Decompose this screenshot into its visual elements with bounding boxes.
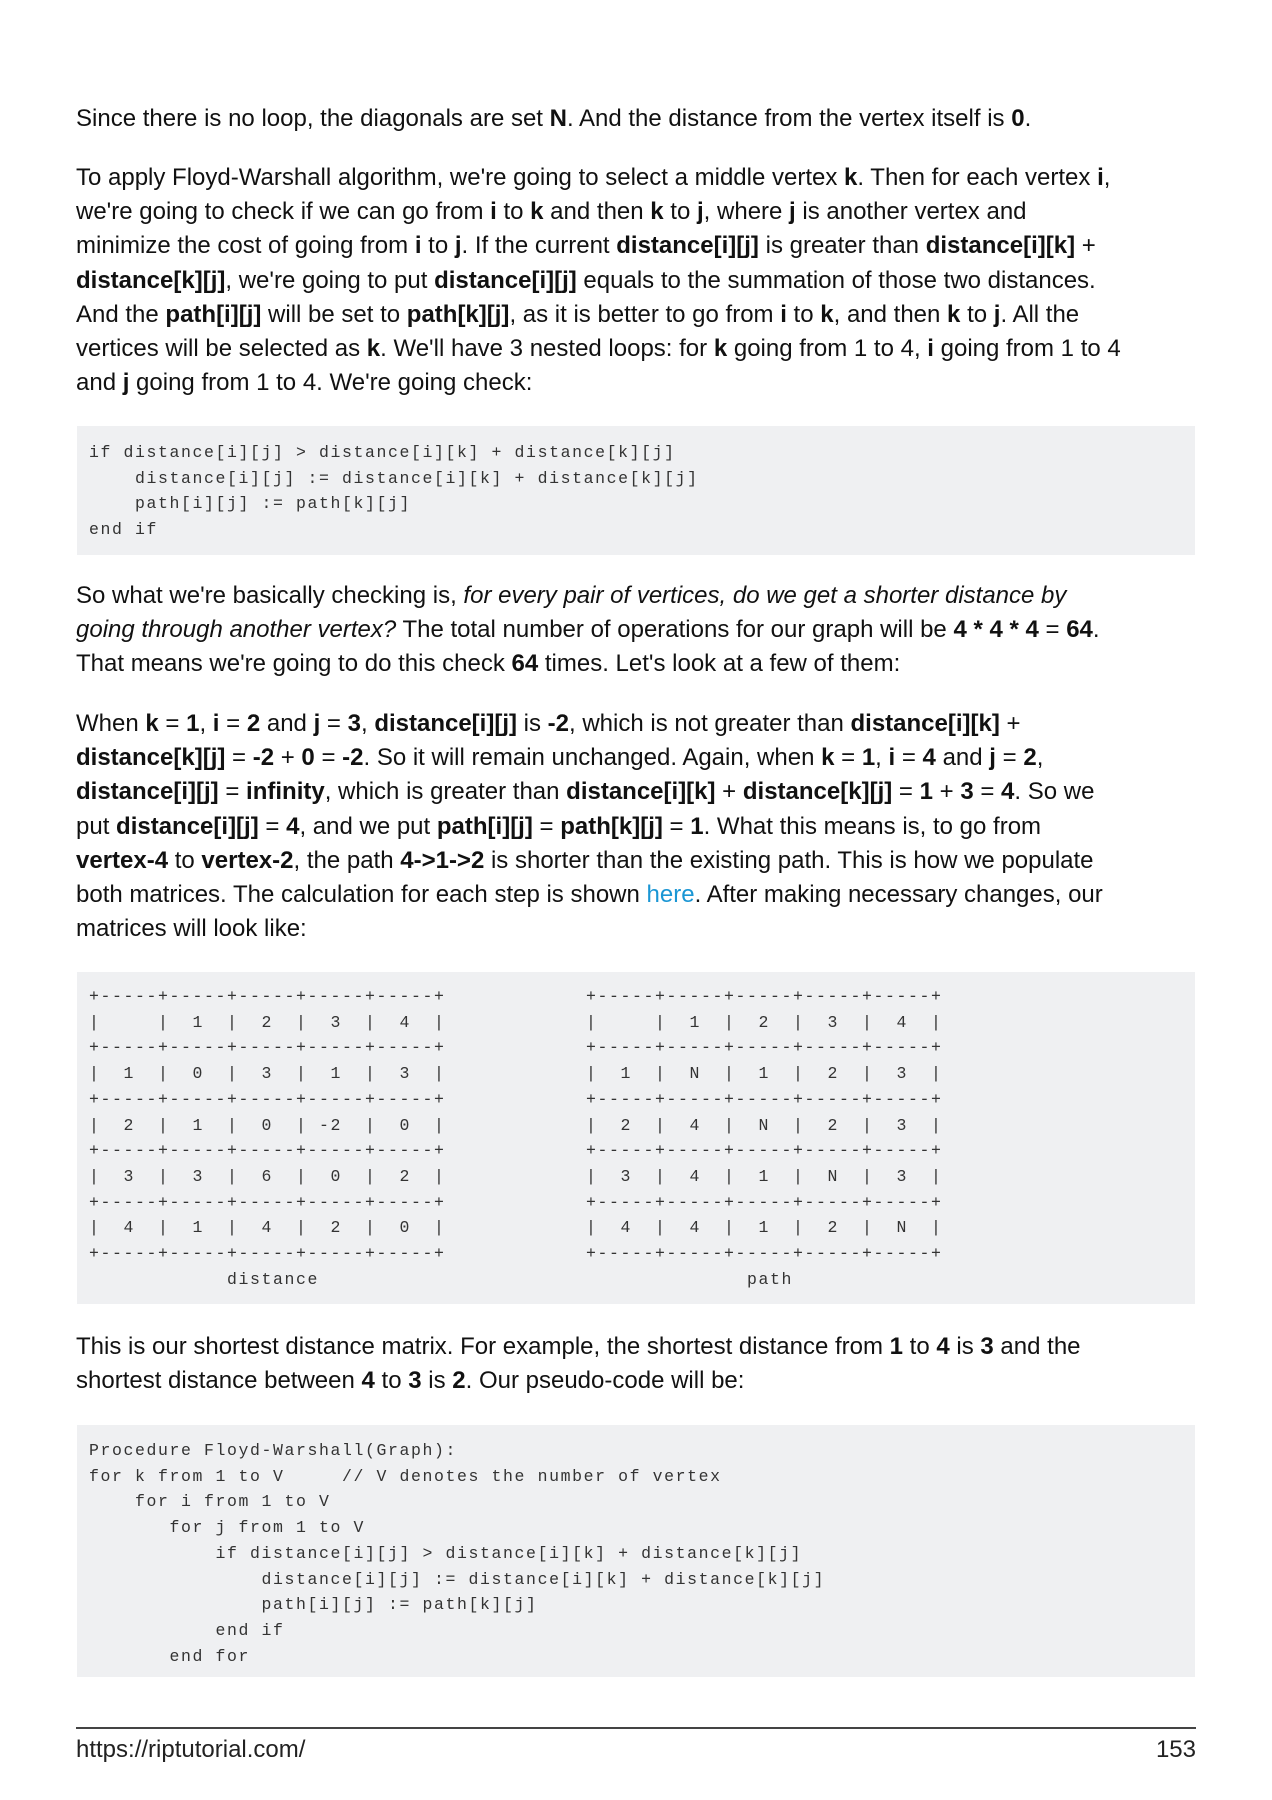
text-span: distance[k][j] bbox=[76, 744, 226, 772]
code-block-pseudocode bbox=[77, 1425, 1195, 1677]
text-span: When bbox=[76, 710, 146, 737]
text-line bbox=[76, 613, 1206, 647]
text-span: i bbox=[927, 335, 934, 363]
text-span: distance[i][k] bbox=[566, 778, 716, 806]
text-span: distance[i][k] bbox=[925, 232, 1076, 260]
text-span: will be set to bbox=[261, 300, 407, 328]
text-span: To apply Floyd-Warshall algorithm, we're going to select a middle vertex bbox=[76, 164, 845, 191]
text-line bbox=[76, 741, 1206, 775]
text-span: = bbox=[1038, 616, 1067, 644]
text-span: . After making necessary changes, our bbox=[694, 881, 1103, 909]
text-span: 3 bbox=[408, 1367, 422, 1395]
text-span: = bbox=[834, 744, 862, 772]
path-matrix: +-----+-----+-----+-----+-----+ | | 1 | 2 | 3 | 4 | +-----+-----+-----+-----+-----+ | 1 | N | 1 | 2 | 3 | +-----+-----+-----+-----+-----+ | 2 | 4 | N | 2 | 3 | +-----+-----+-----+-----+-----+ | 3 | 4 | 1 | N | 3 | +-----+-----+-----+-----+-----+ | 4 | 4 | 1 | 2 | N | +-----+-----+-----+-----+-----+ path bbox=[586, 987, 943, 1289]
text-span: -2 bbox=[547, 710, 570, 737]
text-span: 64 bbox=[511, 650, 539, 678]
text-span: distance[i][j] bbox=[374, 710, 517, 737]
text-span: j bbox=[313, 710, 321, 737]
text-span: distance[k][j] bbox=[76, 266, 226, 294]
text-span: we're going to check if we can go from bbox=[76, 198, 491, 226]
text-span: , where bbox=[703, 198, 790, 226]
text-span: is bbox=[517, 710, 548, 737]
text-span: j bbox=[454, 232, 462, 260]
text-span: k bbox=[820, 300, 834, 328]
text-span: i bbox=[888, 744, 896, 772]
text-span: That means we're going to do this check bbox=[76, 650, 512, 678]
paragraph-checking bbox=[76, 579, 1206, 682]
text-span: . If the current bbox=[461, 232, 617, 260]
text-line bbox=[76, 102, 1206, 136]
text-span: 3 bbox=[980, 1333, 994, 1360]
text-span: , bbox=[199, 710, 213, 737]
text-span: , the path bbox=[293, 846, 401, 874]
text-span: = bbox=[225, 744, 253, 772]
text-span: distance[i][j] bbox=[434, 266, 577, 294]
text-span: shortest distance between bbox=[76, 1367, 362, 1395]
text-span: 0 bbox=[301, 744, 315, 772]
text-line bbox=[76, 912, 1206, 946]
text-span: infinity bbox=[246, 778, 325, 806]
paragraph-example bbox=[76, 707, 1206, 946]
text-span: The total number of operations for our graph will be bbox=[396, 616, 954, 644]
text-span: = bbox=[895, 744, 923, 772]
text-span: i bbox=[780, 300, 787, 328]
text-span: + bbox=[999, 710, 1021, 737]
paragraph-diagonals bbox=[76, 102, 1206, 136]
text-span: and then bbox=[543, 198, 651, 226]
text-span: . What this means is, to go from bbox=[703, 812, 1042, 840]
text-line bbox=[76, 161, 1206, 195]
text-span: . So it will remain unchanged. Again, when bbox=[363, 744, 822, 772]
text-span: 4 bbox=[361, 1367, 375, 1395]
text-span: put bbox=[76, 812, 117, 840]
text-span: = bbox=[995, 744, 1024, 772]
text-span: . All the bbox=[1000, 300, 1080, 328]
text-span: equals to the summation of those two distances. bbox=[576, 266, 1096, 294]
code-block-check bbox=[77, 426, 1195, 555]
text-span: k bbox=[821, 744, 835, 772]
text-span: 3 bbox=[960, 778, 974, 806]
text-span: = bbox=[158, 710, 187, 737]
code-check-text: if distance[i][j] > distance[i][k] + distance[k][j] distance[i][j] := distance[i][k] + distance[k][j] path[i][j] := path[k][j] end if bbox=[89, 443, 699, 540]
text-span: , bbox=[875, 744, 889, 772]
text-span: k bbox=[713, 335, 728, 363]
text-span: distance[i][j] bbox=[76, 778, 219, 806]
text-span: 2 bbox=[1023, 744, 1037, 772]
text-line bbox=[76, 844, 1206, 878]
text-span: = bbox=[258, 812, 287, 840]
text-span: i bbox=[1097, 164, 1104, 191]
text-span: vertex-2 bbox=[201, 846, 294, 874]
text-span: = bbox=[532, 812, 561, 840]
text-span: 1 bbox=[889, 1333, 904, 1360]
text-span: 4 bbox=[922, 744, 936, 772]
text-span: k bbox=[145, 710, 159, 737]
text-span: And the bbox=[76, 300, 166, 328]
text-span: vertices will be selected as bbox=[76, 335, 367, 363]
text-span: , bbox=[360, 710, 375, 737]
text-span: , bbox=[1036, 744, 1044, 772]
text-span: -2 bbox=[342, 744, 364, 772]
text-span: 4 * 4 * 4 bbox=[953, 616, 1039, 644]
text-span: . And the distance from the vertex itself is bbox=[566, 105, 1012, 132]
text-span: i bbox=[212, 710, 220, 737]
text-span: + bbox=[1075, 232, 1096, 260]
text-span: j bbox=[989, 744, 996, 772]
text-span: , we're going to put bbox=[225, 266, 435, 294]
text-line bbox=[76, 647, 1206, 681]
text-span: to bbox=[168, 846, 202, 874]
text-span: , and then bbox=[833, 300, 948, 328]
text-span: j bbox=[993, 300, 1001, 328]
text-span: path[i][j] bbox=[436, 812, 533, 840]
text-span: . We'll have 3 nested loops: for bbox=[380, 335, 714, 363]
here-link[interactable]: here bbox=[646, 881, 695, 909]
text-span: distance[i][k] bbox=[850, 710, 1000, 737]
text-span: and bbox=[935, 744, 990, 772]
text-span: 1 bbox=[690, 812, 704, 840]
text-span: , and we put bbox=[299, 812, 437, 840]
text-span: , bbox=[1103, 164, 1111, 191]
text-line bbox=[76, 229, 1206, 263]
text-span: going from 1 to 4 bbox=[933, 335, 1121, 363]
text-span: 4 bbox=[1001, 778, 1015, 806]
footer-divider bbox=[76, 1727, 1196, 1729]
text-span: 4->1->2 bbox=[400, 846, 485, 874]
text-span: So what we're basically checking is, bbox=[76, 582, 464, 609]
text-span: i bbox=[414, 232, 422, 260]
text-span: matrices will look like: bbox=[76, 915, 307, 943]
text-span: Since there is no loop, the diagonals are set bbox=[76, 105, 550, 132]
text-line bbox=[76, 298, 1206, 332]
text-line bbox=[76, 707, 1206, 741]
text-span: + bbox=[932, 778, 961, 806]
text-line bbox=[76, 195, 1206, 229]
text-span: 2 bbox=[246, 710, 261, 737]
text-span: = bbox=[314, 744, 343, 772]
text-span: to bbox=[496, 198, 531, 226]
text-span: k bbox=[530, 198, 544, 226]
text-span: minimize the cost of going from bbox=[76, 232, 415, 260]
paragraph-algorithm-explanation bbox=[76, 161, 1206, 400]
text-line bbox=[76, 264, 1206, 298]
pseudocode-text: Procedure Floyd-Warshall(Graph): for k from 1 to V // V denotes the number of vertex for i from 1 to V for j from 1 to V if distance[i][j] > distance[i][k] + distance[k][j] distance[i][j] := distance[i][k] + distance[k][j] path[i][j] := path[k][j] end if end for bbox=[89, 1441, 826, 1666]
text-span: This is our shortest distance matrix. For example, the shortest distance from bbox=[76, 1333, 890, 1360]
text-span: 1 bbox=[919, 778, 933, 806]
text-span: to bbox=[786, 300, 821, 328]
text-span: j bbox=[122, 369, 130, 397]
text-span: k bbox=[650, 198, 664, 226]
text-span: j bbox=[789, 198, 796, 226]
text-span: , which is not greater than bbox=[569, 710, 851, 737]
text-line bbox=[76, 366, 1206, 400]
distance-matrix: +-----+-----+-----+-----+-----+ | | 1 | 2 | 3 | 4 | +-----+-----+-----+-----+-----+ | 1 | 0 | 3 | 1 | 3 | +-----+-----+-----+-----+-----+ | 2 | 1 | 0 | -2 | 0 | +-----+-----+-----+-----+-----+ | 3 | 3 | 6 | 0 | 2 | +-----+-----+-----+-----+-----+ | 4 | 1 | 4 | 2 | 0 | +-----+-----+-----+-----+-----+ distance bbox=[89, 987, 446, 1289]
text-span: 4 bbox=[286, 812, 300, 840]
text-span: distance[i][j] bbox=[616, 232, 759, 260]
text-span: 64 bbox=[1066, 616, 1093, 644]
text-span: 3 bbox=[347, 710, 361, 737]
text-span: . bbox=[1092, 616, 1100, 644]
text-span: going through another vertex? bbox=[76, 616, 397, 644]
text-span: vertex-4 bbox=[76, 846, 169, 874]
text-line bbox=[76, 332, 1206, 366]
text-span: 1 bbox=[186, 710, 200, 737]
text-span: both matrices. The calculation for each step is shown bbox=[76, 881, 647, 909]
text-span: = bbox=[973, 778, 1002, 806]
text-span: 0 bbox=[1011, 105, 1025, 132]
text-span: , as it is better to go from bbox=[509, 300, 781, 328]
text-span: = bbox=[218, 778, 247, 806]
text-span: is bbox=[949, 1333, 981, 1360]
paragraph-shortest-distance bbox=[76, 1330, 1206, 1398]
text-span: = bbox=[662, 812, 691, 840]
text-span: . Our pseudo-code will be: bbox=[465, 1367, 745, 1395]
text-span: and bbox=[76, 369, 123, 397]
text-span: to bbox=[663, 198, 697, 226]
matrices-block bbox=[77, 972, 1195, 1304]
text-span: 2 bbox=[452, 1367, 466, 1395]
text-span: i bbox=[490, 198, 497, 226]
text-span: + bbox=[715, 778, 743, 806]
text-line bbox=[76, 878, 1206, 912]
text-span: to bbox=[421, 232, 455, 260]
text-line bbox=[76, 1330, 1206, 1364]
text-span: for every pair of vertices, do we get a shorter distance by bbox=[463, 582, 1067, 609]
text-line bbox=[76, 579, 1206, 613]
text-span: -2 bbox=[252, 744, 275, 772]
text-span: k bbox=[366, 335, 381, 363]
text-span: going from 1 to 4, bbox=[727, 335, 928, 363]
text-span: is shorter than the existing path. This is how we populate bbox=[484, 846, 1094, 874]
text-span: N bbox=[549, 105, 567, 132]
text-span: k bbox=[844, 164, 858, 191]
text-span: + bbox=[274, 744, 302, 772]
text-span: distance[i][j] bbox=[116, 812, 259, 840]
text-span: = bbox=[320, 710, 348, 737]
text-span: . bbox=[1024, 105, 1032, 132]
text-span: distance[k][j] bbox=[742, 778, 893, 806]
text-span: is bbox=[421, 1367, 453, 1395]
text-span: = bbox=[892, 778, 920, 806]
text-span: , which is greater than bbox=[324, 778, 567, 806]
text-span: is greater than bbox=[758, 232, 926, 260]
text-span: and the bbox=[993, 1333, 1081, 1360]
text-span: path[k][j] bbox=[560, 812, 663, 840]
text-span: k bbox=[947, 300, 961, 328]
text-span: to bbox=[960, 300, 994, 328]
text-line bbox=[76, 1364, 1206, 1398]
text-line bbox=[76, 810, 1206, 844]
text-span: = bbox=[219, 710, 247, 737]
text-span: j bbox=[697, 198, 704, 226]
text-span: times. Let's look at a few of them: bbox=[538, 650, 901, 678]
text-span: to bbox=[903, 1333, 937, 1360]
text-span: is another vertex and bbox=[795, 198, 1027, 226]
text-span: going from 1 to 4. We're going check: bbox=[129, 369, 533, 397]
footer-url[interactable]: https://riptutorial.com/ bbox=[76, 1736, 306, 1763]
text-line bbox=[76, 775, 1206, 809]
text-span: to bbox=[374, 1367, 409, 1395]
text-span: and bbox=[260, 710, 314, 737]
page-number: 153 bbox=[1155, 1736, 1196, 1763]
text-span: path[k][j] bbox=[406, 300, 510, 328]
text-span: 4 bbox=[936, 1333, 950, 1360]
text-span: path[i][j] bbox=[165, 300, 262, 328]
text-span: 1 bbox=[861, 744, 876, 772]
text-span: . Then for each vertex bbox=[857, 164, 1098, 191]
text-span: . So we bbox=[1014, 778, 1095, 806]
